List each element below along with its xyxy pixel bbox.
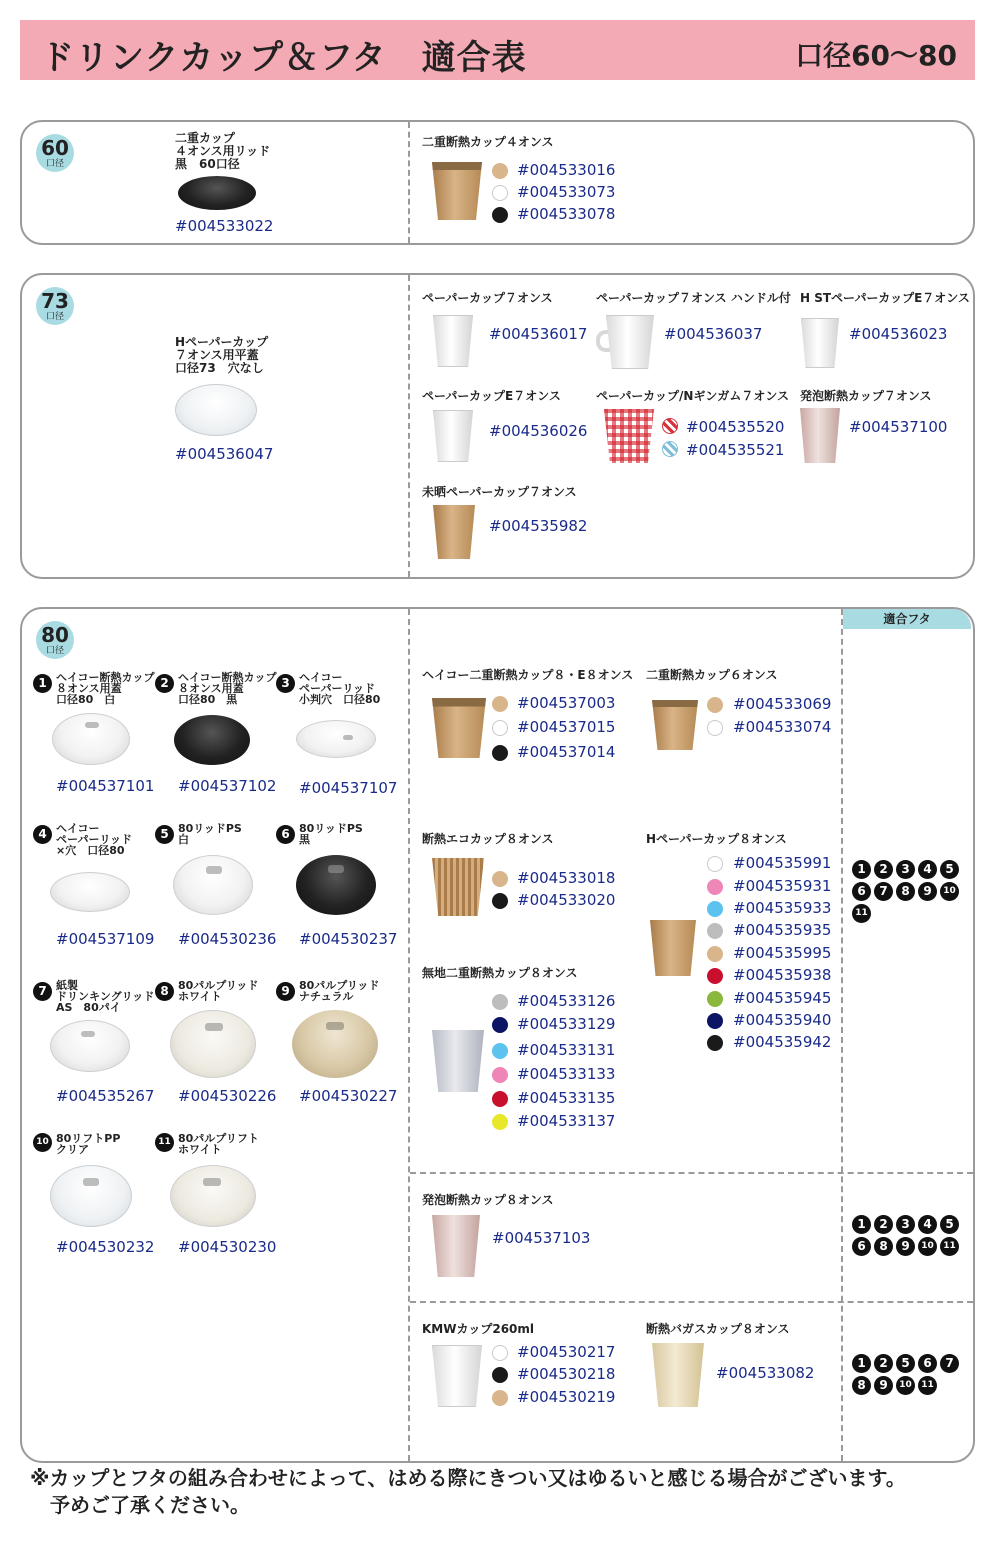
fit-lid-number: 6 bbox=[852, 1237, 871, 1256]
color-dot bbox=[707, 697, 723, 713]
fit-lid-number: 8 bbox=[852, 1376, 871, 1395]
lid-label-line: ホワイト bbox=[178, 1143, 222, 1156]
lid-code: #004537107 bbox=[299, 779, 398, 797]
fit-lid-number: 5 bbox=[940, 860, 959, 879]
divider bbox=[408, 609, 410, 1461]
lid-label-line: 黒 bbox=[299, 833, 310, 846]
footer-note-line-2: 予めご了承ください。 bbox=[50, 1493, 250, 1517]
diameter-badge-73 bbox=[36, 287, 74, 325]
cup-code: #004536037 bbox=[664, 325, 763, 343]
footer-note-line-1: ※カップとフタの組み合わせによって、はめる際にきつい又はゆるいと感じる場合がございます。 bbox=[30, 1466, 906, 1490]
cup-title: 無地二重断熱カップ８オンス bbox=[422, 966, 578, 980]
lid-label-line: 口径73 穴なし bbox=[175, 361, 264, 375]
color-dot bbox=[707, 1035, 723, 1051]
lid-image bbox=[292, 1010, 378, 1078]
fit-lid-number: 1 bbox=[852, 860, 871, 879]
cup-image bbox=[652, 1343, 704, 1407]
lid-image bbox=[170, 1010, 256, 1078]
lid-label-line: ヘイコー bbox=[299, 671, 343, 684]
fit-lid-header: 適合フタ bbox=[843, 609, 971, 629]
cup-image bbox=[606, 315, 654, 369]
cup-code: #004537014 bbox=[517, 743, 616, 761]
cup-code: #004530218 bbox=[517, 1365, 616, 1383]
cup-code: #004533020 bbox=[517, 891, 616, 909]
cup-code: #004536026 bbox=[489, 422, 588, 440]
lid-label bbox=[175, 132, 270, 171]
color-dot bbox=[707, 923, 723, 939]
lid-label bbox=[178, 1133, 259, 1155]
lid-image bbox=[173, 855, 253, 915]
cup-image bbox=[432, 858, 484, 916]
fit-lid-number: 3 bbox=[896, 1215, 915, 1234]
fit-lid-number: 11 bbox=[940, 1237, 959, 1256]
cup-title: 断熱バガスカップ８オンス bbox=[646, 1322, 790, 1336]
badge-unit: 口径 bbox=[45, 159, 64, 169]
cup-code: #004533016 bbox=[517, 161, 616, 179]
cup-code: #004535931 bbox=[733, 877, 832, 895]
lid-label bbox=[56, 980, 154, 1013]
lid-label-line: 80パルプリッド bbox=[178, 979, 259, 992]
lid-label-line: 口径80 白 bbox=[56, 693, 116, 706]
lid-label bbox=[299, 823, 363, 845]
fit-lid-number: 5 bbox=[940, 1215, 959, 1234]
cup-code: #004535995 bbox=[733, 944, 832, 962]
lid-code: #004537101 bbox=[56, 777, 155, 795]
cup-title: 二重断熱カップ４オンス bbox=[422, 135, 554, 149]
color-dot bbox=[707, 901, 723, 917]
lid-label-line: ４オンス用リッド bbox=[175, 144, 271, 158]
cup-code: #004535991 bbox=[733, 854, 832, 872]
color-dot bbox=[492, 745, 508, 761]
lid-label-line: 黒 60口径 bbox=[175, 157, 240, 171]
lid-label-line: ナチュラル bbox=[299, 990, 354, 1003]
lid-image bbox=[296, 855, 376, 915]
fit-lid-number: 7 bbox=[940, 1354, 959, 1373]
color-dot bbox=[492, 1043, 508, 1059]
lid-image bbox=[50, 872, 130, 912]
diameter-badge-80 bbox=[36, 621, 74, 659]
lid-label bbox=[56, 823, 132, 856]
cup-image bbox=[433, 505, 475, 559]
cup-code: #004533018 bbox=[517, 869, 616, 887]
cup-code: #004537015 bbox=[517, 718, 616, 736]
cup-image bbox=[432, 162, 482, 220]
lid-label-line: 口径80 黒 bbox=[178, 693, 238, 706]
cup-image bbox=[432, 1215, 480, 1277]
color-dot bbox=[492, 185, 508, 201]
cup-title: KMWカップ260ml bbox=[422, 1322, 535, 1336]
lid-code: #004530236 bbox=[178, 930, 277, 948]
pattern-dot-red bbox=[662, 418, 678, 434]
lid-label bbox=[56, 672, 154, 705]
lid-code: #004533022 bbox=[175, 217, 274, 235]
cup-gingham-image bbox=[604, 409, 654, 463]
cup-code: #004533082 bbox=[716, 1364, 815, 1382]
cup-code: #004537003 bbox=[517, 694, 616, 712]
cup-code: #004533074 bbox=[733, 718, 832, 736]
lid-label-line: 二重カップ bbox=[175, 131, 235, 145]
diameter-range: 口径60〜80 bbox=[795, 39, 957, 72]
lid-label-line: ７オンス用平蓋 bbox=[175, 348, 259, 362]
fit-lid-number: 9 bbox=[896, 1237, 915, 1256]
diameter-badge-60 bbox=[36, 134, 74, 172]
color-dot bbox=[492, 207, 508, 223]
lid-label-line: 80リッドPS bbox=[178, 822, 242, 835]
color-dot bbox=[492, 1114, 508, 1130]
color-dot bbox=[492, 720, 508, 736]
cup-title: 二重断熱カップ６オンス bbox=[646, 668, 778, 682]
lid-number-10: 10 bbox=[33, 1133, 52, 1152]
fit-lid-number: 9 bbox=[918, 882, 937, 901]
lid-label-line: 白 bbox=[178, 833, 189, 846]
fit-lid-number: 7 bbox=[874, 882, 893, 901]
cup-code: #004533137 bbox=[517, 1112, 616, 1130]
badge-unit: 口径 bbox=[45, 312, 64, 322]
cup-image bbox=[650, 920, 696, 976]
lid-label-line: 80パルプリッド bbox=[299, 979, 380, 992]
lid-label-line: ドリンキングリッド bbox=[56, 990, 155, 1003]
lid-image bbox=[170, 1165, 256, 1227]
cup-image bbox=[801, 318, 839, 368]
lid-label-line: ペーパーリッド bbox=[299, 682, 376, 695]
fit-lid-number: 4 bbox=[918, 1215, 937, 1234]
lid-label-line: ヘイコー断熱カップ bbox=[178, 671, 277, 684]
lid-label-line: 80リッドPS bbox=[299, 822, 363, 835]
cup-code: #004535942 bbox=[733, 1033, 832, 1051]
cup-code: #004535982 bbox=[489, 517, 588, 535]
lid-number-4: 4 bbox=[33, 825, 52, 844]
cup-title: ヘイコー二重断熱カップ８・E８オンス bbox=[422, 668, 634, 682]
divider bbox=[410, 1172, 973, 1174]
cup-code: #004533078 bbox=[517, 205, 616, 223]
cup-code: #004533133 bbox=[517, 1065, 616, 1083]
color-dot bbox=[492, 893, 508, 909]
fit-lid-number: 10 bbox=[940, 882, 959, 901]
color-dot bbox=[492, 1091, 508, 1107]
fit-lid-number: 2 bbox=[874, 1215, 893, 1234]
color-dot bbox=[707, 1013, 723, 1029]
badge-number: 73 bbox=[41, 289, 69, 313]
fit-lid-number: 10 bbox=[896, 1376, 915, 1395]
cup-code: #004530217 bbox=[517, 1343, 616, 1361]
lid-label bbox=[175, 336, 268, 375]
cup-handle-image bbox=[596, 330, 610, 352]
color-dot bbox=[492, 1067, 508, 1083]
cup-code: #004537103 bbox=[492, 1229, 591, 1247]
lid-label-line: AS 80パイ bbox=[56, 1001, 121, 1014]
cup-image bbox=[652, 700, 698, 750]
badge-unit: 口径 bbox=[45, 646, 64, 656]
cup-title: 発泡断熱カップ８オンス bbox=[422, 1193, 554, 1207]
lid-number-1: 1 bbox=[33, 674, 52, 693]
lid-label-line: 80パルプリフト bbox=[178, 1132, 259, 1145]
fit-lid-number: 1 bbox=[852, 1354, 871, 1373]
lid-number-11: 11 bbox=[155, 1133, 174, 1152]
cup-code: #004533129 bbox=[517, 1015, 616, 1033]
divider bbox=[408, 275, 410, 577]
cup-code: #004533135 bbox=[517, 1089, 616, 1107]
lid-label-line: ホワイト bbox=[178, 990, 222, 1003]
cup-code: #004535520 bbox=[686, 418, 785, 436]
fit-lid-number: 8 bbox=[874, 1237, 893, 1256]
fit-lid-number: 11 bbox=[918, 1376, 937, 1395]
cup-title: ペーパーカップE７オンス bbox=[422, 389, 561, 403]
pattern-dot-blue bbox=[662, 441, 678, 457]
color-dot bbox=[492, 1367, 508, 1383]
cup-image bbox=[432, 1345, 482, 1407]
lid-label bbox=[178, 672, 276, 705]
fit-lid-number: 6 bbox=[918, 1354, 937, 1373]
fit-lid-number: 6 bbox=[852, 882, 871, 901]
cup-image bbox=[433, 315, 473, 367]
lid-black-image bbox=[178, 176, 256, 210]
lid-label-line: Hペーパーカップ bbox=[175, 335, 269, 349]
lid-label bbox=[299, 980, 379, 1002]
color-dot bbox=[707, 946, 723, 962]
lid-label bbox=[178, 823, 242, 845]
fit-lid-number: 1 bbox=[852, 1215, 871, 1234]
cup-code: #004535945 bbox=[733, 989, 832, 1007]
lid-image bbox=[174, 715, 250, 765]
lid-label-line: 80リフトPP bbox=[56, 1132, 121, 1145]
color-dot bbox=[492, 994, 508, 1010]
divider bbox=[841, 609, 843, 1461]
cup-code: #004535521 bbox=[686, 441, 785, 459]
cup-title: ペーパーカップ７オンス ハンドル付 bbox=[596, 291, 791, 305]
lid-label bbox=[299, 672, 380, 705]
lid-label-line: ヘイコー断熱カップ bbox=[56, 671, 155, 684]
cup-code: #004530219 bbox=[517, 1388, 616, 1406]
badge-number: 80 bbox=[41, 623, 69, 647]
lid-number-8: 8 bbox=[155, 982, 174, 1001]
cup-code: #004535933 bbox=[733, 899, 832, 917]
lid-image bbox=[50, 1020, 130, 1072]
divider bbox=[408, 122, 410, 243]
lid-code: #004536047 bbox=[175, 445, 274, 463]
color-dot bbox=[492, 696, 508, 712]
color-dot bbox=[707, 968, 723, 984]
lid-code: #004530232 bbox=[56, 1238, 155, 1256]
cup-code: #004535935 bbox=[733, 921, 832, 939]
color-dot bbox=[492, 1017, 508, 1033]
cup-code: #004536017 bbox=[489, 325, 588, 343]
lid-number-2: 2 bbox=[155, 674, 174, 693]
cup-title: ペーパーカップ７オンス bbox=[422, 291, 553, 305]
lid-image bbox=[296, 720, 376, 758]
lid-label-line: ８オンス用蓋 bbox=[56, 682, 122, 695]
fit-lid-number: 8 bbox=[896, 882, 915, 901]
cup-code: #004533069 bbox=[733, 695, 832, 713]
lid-number-5: 5 bbox=[155, 825, 174, 844]
fit-lid-number: 2 bbox=[874, 1354, 893, 1373]
fit-lid-number: 10 bbox=[918, 1237, 937, 1256]
lid-code: #004537102 bbox=[178, 777, 277, 795]
fit-lid-number: 5 bbox=[896, 1354, 915, 1373]
lid-code: #004530226 bbox=[178, 1087, 277, 1105]
page-title: ドリンクカップ＆フタ 適合表 bbox=[40, 38, 527, 78]
lid-code: #004530227 bbox=[299, 1087, 398, 1105]
cup-image bbox=[433, 410, 473, 462]
fit-lid-number: 9 bbox=[874, 1376, 893, 1395]
divider bbox=[410, 1301, 973, 1303]
cup-code: #004535938 bbox=[733, 966, 832, 984]
color-dot bbox=[707, 879, 723, 895]
lid-number-9: 9 bbox=[276, 982, 295, 1001]
lid-label-line: 紙製 bbox=[56, 979, 78, 992]
color-dot bbox=[492, 1345, 508, 1361]
cup-image bbox=[432, 1030, 484, 1092]
cup-title: Hペーパーカップ８オンス bbox=[646, 832, 787, 846]
cup-code: #004537100 bbox=[849, 418, 948, 436]
lid-code: #004537109 bbox=[56, 930, 155, 948]
cup-image bbox=[800, 408, 840, 463]
lid-label-line: ペーパーリッド bbox=[56, 833, 133, 846]
lid-label-line: クリア bbox=[56, 1143, 89, 1156]
color-dot bbox=[707, 720, 723, 736]
color-dot bbox=[492, 871, 508, 887]
badge-number: 60 bbox=[41, 136, 69, 160]
lid-number-7: 7 bbox=[33, 982, 52, 1001]
page-header bbox=[20, 20, 975, 80]
cup-title: ペーパーカップ/Nギンガム７オンス bbox=[596, 389, 789, 403]
lid-code: #004535267 bbox=[56, 1087, 155, 1105]
fit-lid-number: 4 bbox=[918, 860, 937, 879]
cup-code: #004536023 bbox=[849, 325, 948, 343]
color-dot bbox=[707, 991, 723, 1007]
fit-lid-number: 11 bbox=[852, 904, 871, 923]
lid-code: #004530230 bbox=[178, 1238, 277, 1256]
cup-title: 発泡断熱カップ７オンス bbox=[800, 389, 932, 403]
lid-label bbox=[178, 980, 258, 1002]
fit-lid-number: 2 bbox=[874, 860, 893, 879]
lid-label bbox=[56, 1133, 120, 1155]
cup-code: #004533073 bbox=[517, 183, 616, 201]
lid-image bbox=[50, 1165, 132, 1227]
cup-code: #004533126 bbox=[517, 992, 616, 1010]
lid-image bbox=[52, 713, 130, 765]
lid-label-line: ８オンス用蓋 bbox=[178, 682, 244, 695]
lid-label-line: ×穴 口径80 bbox=[56, 844, 125, 857]
cup-code: #004533131 bbox=[517, 1041, 616, 1059]
cup-image bbox=[432, 698, 486, 758]
color-dot bbox=[492, 163, 508, 179]
lid-clear-image bbox=[175, 384, 257, 436]
cup-title: H STペーパーカップE７オンス bbox=[800, 291, 970, 305]
cup-title: 未晒ペーパーカップ７オンス bbox=[422, 485, 577, 499]
lid-label-line: ヘイコー bbox=[56, 822, 100, 835]
fit-lid-number: 3 bbox=[896, 860, 915, 879]
lid-label-line: 小判穴 口径80 bbox=[299, 693, 381, 706]
cup-title: 断熱エコカップ８オンス bbox=[422, 832, 554, 846]
lid-code: #004530237 bbox=[299, 930, 398, 948]
lid-number-3: 3 bbox=[276, 674, 295, 693]
cup-code: #004535940 bbox=[733, 1011, 832, 1029]
lid-number-6: 6 bbox=[276, 825, 295, 844]
color-dot bbox=[707, 856, 723, 872]
color-dot bbox=[492, 1390, 508, 1406]
